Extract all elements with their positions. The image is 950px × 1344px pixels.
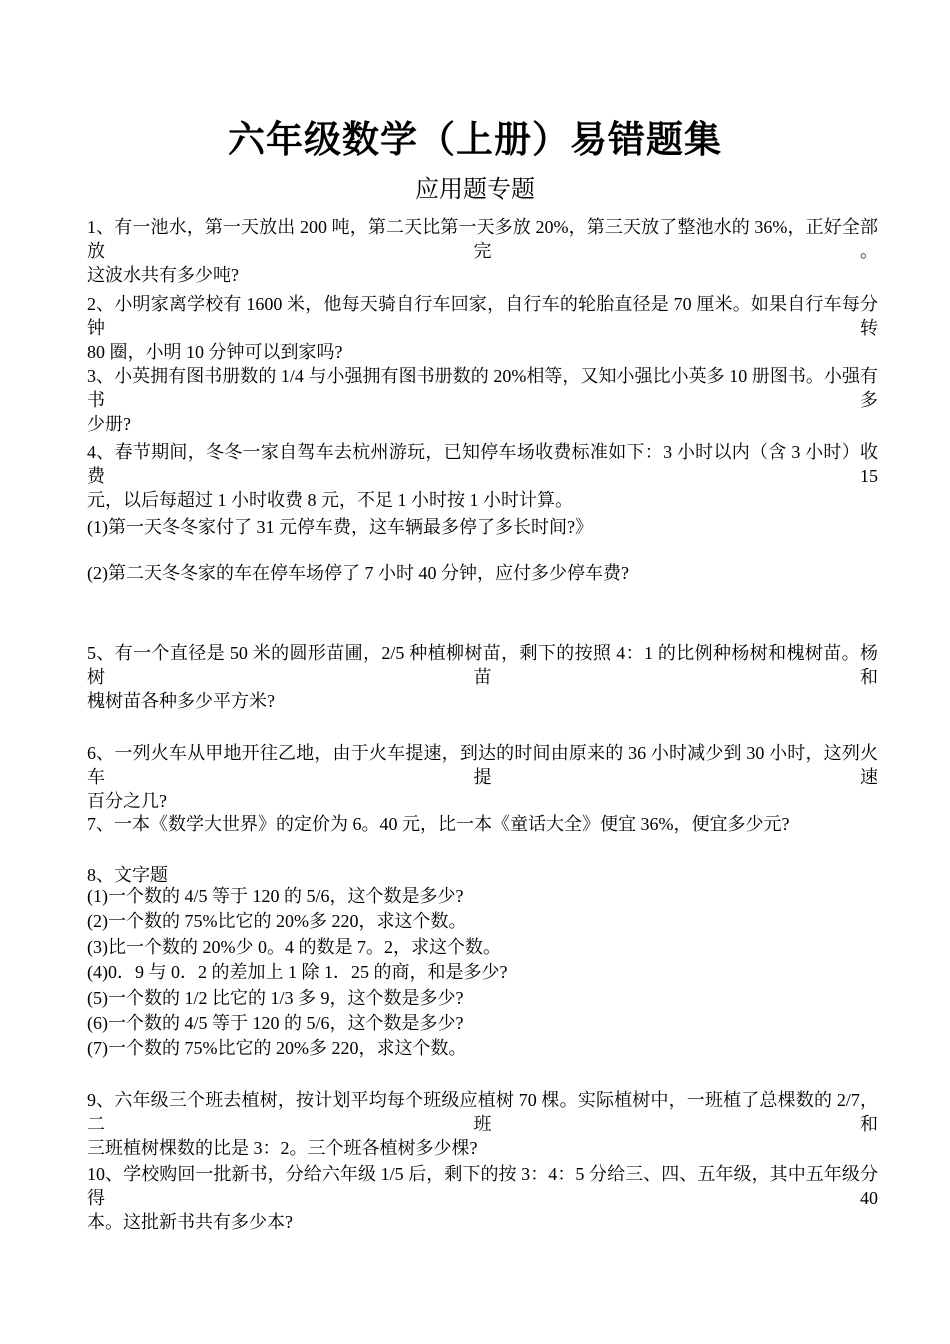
problem-8-item-3: (3)比一个数的 20%少 0。4 的数是 7。2，求这个数。 bbox=[87, 936, 501, 957]
document-title: 六年级数学（上册）易错题集 bbox=[228, 120, 722, 161]
problem-2-line-2: 80 圈，小明 10 分钟可以到家吗? bbox=[87, 342, 343, 362]
problem-1 bbox=[87, 215, 878, 287]
problem-8-item-1: (1)一个数的 4/5 等于 120 的 5/6，这个数是多少? bbox=[87, 886, 464, 906]
problem-8-header-text: 8、文字题 bbox=[87, 865, 168, 885]
problem-9 bbox=[87, 1088, 878, 1160]
problem-4 bbox=[87, 440, 878, 512]
problem-2 bbox=[87, 292, 878, 364]
problem-6-line-2: 百分之几? bbox=[87, 791, 167, 811]
problem-8-item-5: (5)一个数的 1/2 比它的 1/3 多 9，这个数是多少? bbox=[87, 987, 464, 1008]
problem-3-line-2: 少册? bbox=[87, 414, 131, 434]
problem-6 bbox=[87, 741, 878, 813]
problem-5 bbox=[87, 641, 878, 713]
problem-2-line-1: 2、小明家离学校有 1600 米，他每天骑自行车回家，自行车的轮胎直径是 70 厘米。如果自行车每分钟转 bbox=[87, 294, 878, 338]
problem-10-line-1: 10、学校购回一批新书，分给六年级 1/5 后，剩下的按 3：4：5 分给三、四、五年级，其中五年级分得 40 bbox=[87, 1164, 878, 1208]
problem-1-line-2: 这波水共有多少吨? bbox=[87, 265, 239, 285]
problem-4-line-2: 元，以后每超过 1 小时收费 8 元，不足 1 小时按 1 小时计算。 bbox=[87, 490, 573, 510]
problem-4-sub-1-text: (1)第一天冬冬家付了 31 元停车费，这车辆最多停了多长时间?》 bbox=[87, 517, 593, 537]
problem-1-line-1: 1、有一池水，第一天放出 200 吨，第二天比第一天多放 20%，第三天放了整池水的 36%，正好全部放完。 bbox=[87, 217, 878, 261]
problem-3 bbox=[87, 364, 878, 436]
problem-6-line-1: 6、一列火车从甲地开往乙地，由于火车提速，到达的时间由原来的 36 小时减少到 30 小时，这列火车提速 bbox=[87, 743, 878, 787]
problem-7-text: 7、一本《数学大世界》的定价为 6。40 元，比一本《童话大全》便宜 36%，便宜多少元? bbox=[87, 814, 790, 834]
problem-5-line-2: 槐树苗各种多少平方米? bbox=[87, 691, 275, 711]
problem-5-line-1: 5、有一个直径是 50 米的圆形苗圃，2/5 种植柳树苗，剩下的按照 4：1 的比例种杨树和槐树苗。杨树苗和 bbox=[87, 643, 878, 687]
problem-8-items bbox=[87, 884, 878, 1062]
problem-8-item-4: (4)0．9 与 0．2 的差加上 1 除 1．25 的商，和是多少? bbox=[87, 962, 508, 983]
problem-8-item-6: (6)一个数的 4/5 等于 120 的 5/6，这个数是多少? bbox=[87, 1013, 464, 1034]
problem-4-sub-2-text: (2)第二天冬冬家的车在停车场停了 7 小时 40 分钟，应付多少停车费? bbox=[87, 563, 629, 583]
problem-8-item-7: (7)一个数的 75%比它的 20%多 220，求这个数。 bbox=[87, 1038, 467, 1059]
problem-7 bbox=[87, 812, 878, 836]
problem-3-line-1: 3、小英拥有图书册数的 1/4 与小强拥有图书册数的 20%相等，又知小强比小英多 10 册图书。小强有书多 bbox=[87, 366, 878, 410]
problem-8-item-2: (2)一个数的 75%比它的 20%多 220，求这个数。 bbox=[87, 911, 467, 932]
problem-10-line-2: 本。这批新书共有多少本? bbox=[87, 1212, 293, 1232]
problem-10 bbox=[87, 1162, 878, 1234]
problem-9-line-2: 三班植树棵数的比是 3：2。三个班各植树多少棵? bbox=[87, 1138, 478, 1158]
document-subtitle: 应用题专题 bbox=[415, 175, 535, 203]
problem-4-line-1: 4、春节期间，冬冬一家自驾车去杭州游玩，已知停车场收费标准如下：3 小时以内（含 3 小时）收费 15 bbox=[87, 442, 878, 486]
problem-9-line-1: 9、六年级三个班去植树，按计划平均每个班级应植树 70 棵。实际植树中，一班植了总棵数的 2/7，二班和 bbox=[87, 1090, 878, 1134]
problem-4-sub-1 bbox=[87, 515, 878, 539]
problem-4-sub-2 bbox=[87, 561, 878, 585]
